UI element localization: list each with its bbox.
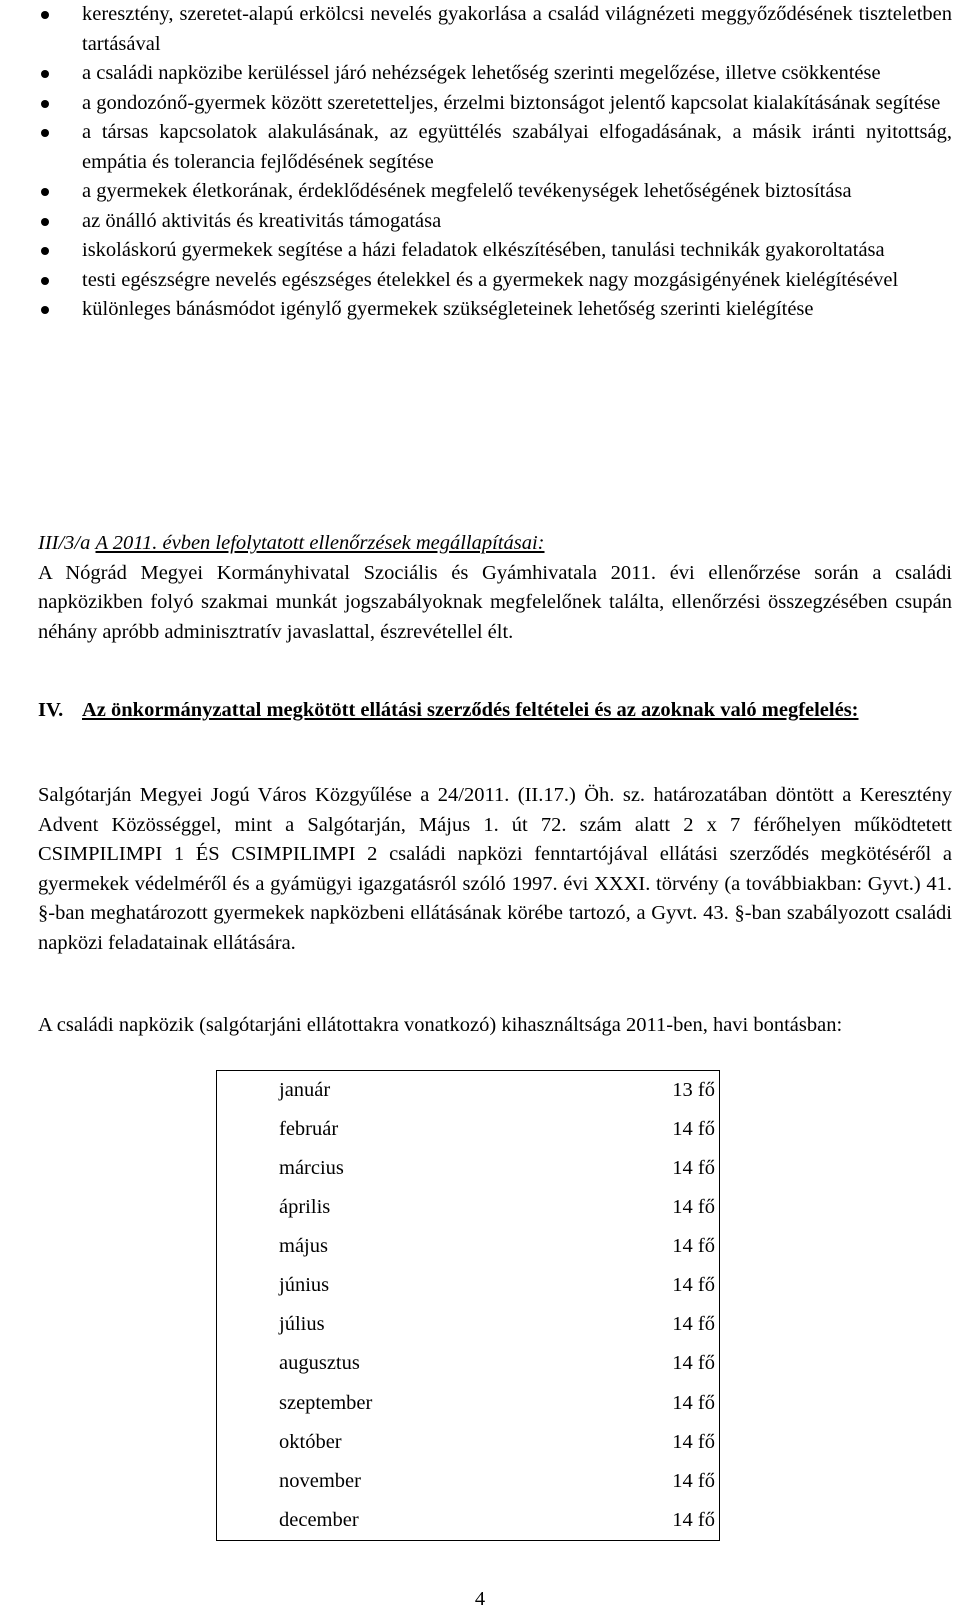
bullet-icon — [41, 70, 49, 78]
month-cell: május — [279, 1235, 328, 1258]
list-item-text: testi egészségre nevelés egészséges ételekkel és a gyermekek nagy mozgásigényének kielégítésével — [82, 268, 899, 291]
page-number: 4 — [474, 1588, 486, 1610]
value-cell: 14 fő — [672, 1196, 715, 1219]
table-row — [217, 1110, 720, 1149]
table-row — [217, 1071, 720, 1111]
bullet-icon — [41, 100, 49, 108]
table-row — [217, 1462, 720, 1501]
table-row — [217, 1227, 720, 1266]
list-item-text: az önálló aktivitás és kreativitás támogatása — [82, 209, 442, 232]
list-item-text: iskoláskorú gyermekek segítése a házi feladatok elkészítésében, tanulási technikák gyakoroltatása — [82, 239, 885, 261]
table-row — [217, 1188, 720, 1227]
month-cell: október — [279, 1430, 342, 1453]
bullet-icon — [41, 277, 49, 285]
section-4-title: Az önkormányzattal megkötött ellátási szerződés feltételei és az azoknak való megfelelés: — [82, 699, 859, 721]
list-item-text: a társas kapcsolatok alakulásának, az együttélés szabályai elfogadásának, a másik iránti nyitottság, empátia és tolerancia fejlődésének segítése — [82, 121, 952, 173]
list-item — [38, 207, 952, 237]
value-cell: 14 fő — [672, 1430, 715, 1453]
list-item-text: keresztény, szeretet-alapú erkölcsi nevelés gyakorlása a család világnézeti meggyőződésének tiszteletben tartásával — [82, 3, 952, 55]
list-item — [38, 59, 952, 89]
bullet-icon — [41, 11, 49, 19]
list-item — [38, 236, 952, 266]
section-4-heading — [38, 696, 952, 726]
list-item — [38, 89, 952, 119]
list-item — [38, 266, 952, 296]
value-cell: 14 fő — [672, 1352, 715, 1375]
usage-paragraph: A családi napközik (salgótarjáni ellátottakra vonatkozó) kihasználtsága 2011-ben, havi bontásban: — [38, 1014, 843, 1036]
value-cell: 13 fő — [672, 1078, 715, 1101]
value-cell: 14 fő — [672, 1117, 715, 1140]
section-3a-title: A 2011. évben lefolytatott ellenőrzések megállapításai: — [95, 532, 545, 554]
section-3a — [38, 529, 952, 647]
list-item-text: különleges bánásmódot igénylő gyermekek szükségleteinek lehetőség szerinti kielégítése — [82, 298, 814, 320]
section-3a-heading — [38, 529, 952, 559]
section-4-number: IV. — [38, 699, 64, 721]
value-cell: 14 fő — [672, 1391, 715, 1414]
table-row — [217, 1345, 720, 1384]
value-cell: 14 fő — [672, 1469, 715, 1492]
bullet-icon — [41, 188, 49, 196]
list-item — [38, 0, 952, 59]
month-cell: augusztus — [279, 1352, 360, 1375]
bullet-icon — [41, 306, 49, 314]
table-row — [217, 1501, 720, 1541]
month-cell: március — [279, 1156, 344, 1179]
table-row — [217, 1149, 720, 1188]
month-cell: február — [279, 1117, 339, 1140]
value-cell: 14 fő — [672, 1274, 715, 1297]
bullet-icon — [41, 129, 49, 137]
list-item-text: a gondozónő-gyermek között szeretetteljes, érzelmi biztonságot jelentő kapcsolat kialakításának segítése — [82, 91, 941, 114]
list-item-text: a családi napközibe kerüléssel járó nehézségek lehetőség szerinti megelőzése, illetve csökkentése — [82, 62, 881, 84]
section-3a-text: A Nógrád Megyei Kormányhivatal Szociális és Gyámhivatala 2011. évi ellenőrzése során a családi napközikben folyó szakmai munkát jogszabályoknak megfelelőnek találta, ellenőrzési összegzésében csupán néhány apróbb adminisztratív javaslattal, észrevétellel élt. — [38, 561, 952, 643]
month-cell: június — [279, 1274, 330, 1297]
value-cell: 14 fő — [672, 1156, 715, 1179]
list-item-text: a gyermekek életkorának, érdeklődésének megfelelő tevékenységek lehetőségének biztosítása — [82, 180, 852, 202]
month-cell: január — [279, 1078, 331, 1101]
goals-bullet-list — [38, 0, 952, 325]
section-3a-label: III/3/a — [38, 532, 91, 554]
table-row — [217, 1384, 720, 1423]
month-cell: november — [279, 1469, 361, 1492]
list-item — [38, 295, 952, 325]
month-cell: április — [279, 1196, 331, 1219]
table-row — [217, 1423, 720, 1462]
table-row — [217, 1306, 720, 1345]
value-cell: 14 fő — [672, 1313, 715, 1336]
value-cell: 14 fő — [672, 1235, 715, 1258]
bullet-icon — [41, 247, 49, 255]
list-item — [38, 177, 952, 207]
list-item — [38, 118, 952, 177]
table-row — [217, 1266, 720, 1305]
month-cell: december — [279, 1508, 359, 1531]
monthly-usage-table — [216, 1070, 720, 1541]
month-cell: július — [279, 1313, 325, 1336]
contract-paragraph: Salgótarján Megyei Jogú Város Közgyűlése a 24/2011. (II.17.) Öh. sz. határozatában döntött a Keresztény Advent Közösséggel, mint a Salgótarján, Május 1. út 72. szám alatt 2 x 7 férőhelyen működtetett CSIMPILIMPI 1 ÉS CSIMPILIMPI 2 családi napközi fenntartójával ellátási szerződés megkötéséről a gyermekek védelméről és a gyámügyi igazgatásról szóló 1997. évi XXXI. törvény (a továbbiakban: Gyvt.) 41. §-ban meghatározott gyermekek napközbeni ellátásának körébe tartozó, a Gyvt. 43. §-ban szabályozott családi napközi feladatainak ellátására. — [38, 784, 952, 954]
month-cell: szeptember — [279, 1391, 373, 1414]
bullet-icon — [41, 218, 49, 226]
value-cell: 14 fő — [672, 1508, 715, 1531]
